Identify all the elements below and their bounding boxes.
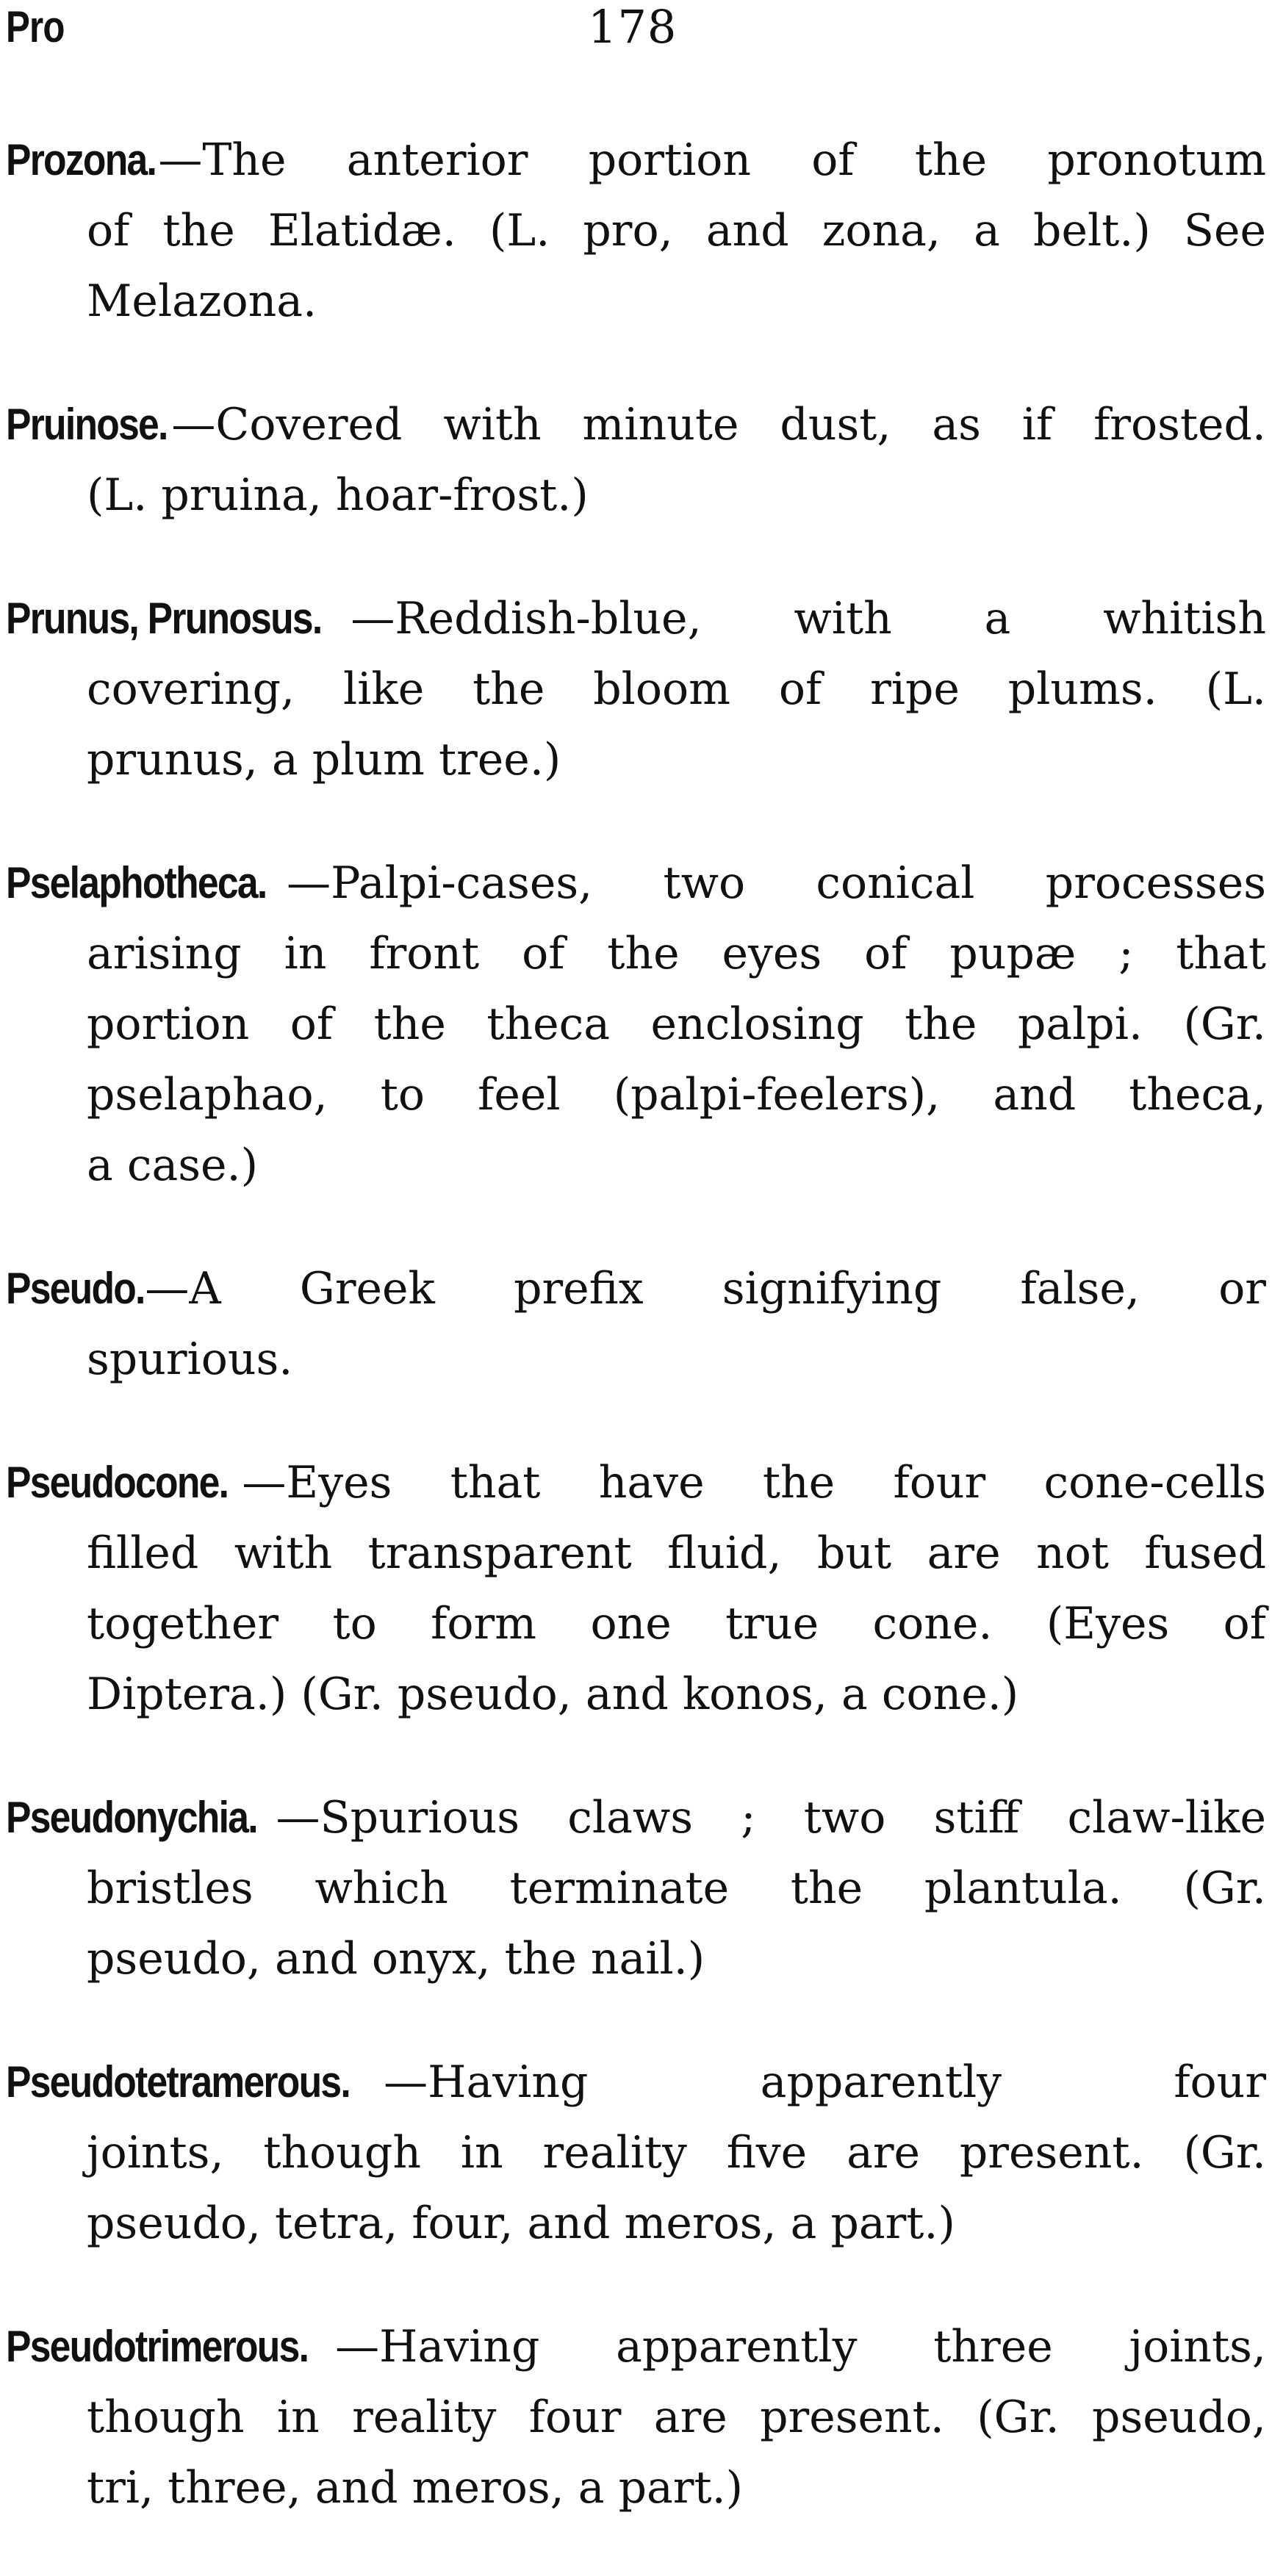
- running-head: [0, 0, 1272, 81]
- entry-term: Pruinose.: [6, 400, 168, 449]
- entry-line: pseudo, and onyx, the nail.): [87, 1933, 705, 1985]
- entry-pruinose: [0, 389, 1272, 530]
- entry-line: joints, though in reality five are present. (Gr.: [87, 2127, 1266, 2179]
- entry-pseudocone: [0, 1447, 1272, 1730]
- entry-line: —Having apparently three joints,: [335, 2321, 1266, 2372]
- entry-term: Pseudo.: [6, 1264, 145, 1313]
- entry-pselaphotheca: [0, 848, 1272, 1201]
- entry-line: together to form one true cone. (Eyes of: [87, 1598, 1266, 1649]
- entry-line: —The anterior portion of the pronotum: [158, 134, 1266, 186]
- entry-line: pselaphao, to feel (palpi-feelers), and theca,: [87, 1069, 1266, 1120]
- entry-line: —Covered with minute dust, as if frosted.: [171, 399, 1266, 450]
- head-word: Pro: [6, 2, 65, 51]
- entry-term: Pseudotetramerous.: [6, 2057, 350, 2107]
- entry-term: Prunus, Prunosus.: [6, 594, 322, 643]
- entry-line: spurious.: [87, 1334, 293, 1385]
- entry-line: —Reddish-blue, with a whitish: [351, 593, 1266, 644]
- entry-line: (L. pruina, hoar-frost.): [87, 469, 589, 521]
- entry-line: arising in front of the eyes of pupæ ; that: [87, 928, 1266, 979]
- entry-line: —Eyes that have the four cone-cells: [242, 1457, 1266, 1508]
- entry-pseudonychia: [0, 1782, 1272, 1994]
- entry-term: Pseudotrimerous.: [6, 2322, 309, 2371]
- entry-line: —Having apparently four: [384, 2057, 1266, 2108]
- entry-line: covering, like the bloom of ripe plums. (L.: [87, 663, 1266, 715]
- entry-line: Diptera.) (Gr. pseudo, and konos, a cone.): [87, 1669, 1019, 1720]
- entry-term: Pseudocone.: [6, 1458, 229, 1507]
- page-number: 178: [588, 0, 678, 54]
- entry-line: of the Elatidæ. (L. pro, and zona, a belt.) See: [87, 205, 1266, 256]
- entry-pseudotetramerous: [0, 2047, 1272, 2259]
- entry-list: [0, 125, 1272, 2576]
- entry-line: tri, three, and meros, a part.): [87, 2462, 744, 2514]
- entry-term: Prozona.: [6, 135, 157, 184]
- entry-pseudo: [0, 1253, 1272, 1395]
- entry-line: pseudo, tetra, four, and meros, a part.): [87, 2198, 955, 2249]
- entry-line: prunus, a plum tree.): [87, 734, 561, 785]
- entry-line: —Palpi-cases, two conical processes: [287, 857, 1266, 909]
- entry-line: portion of the theca enclosing the palpi. (Gr.: [87, 999, 1266, 1050]
- entry-term: Pseudonychia.: [6, 1793, 257, 1842]
- entry-line: a case.): [87, 1140, 258, 1191]
- entry-line: —Spurious claws ; two stiff claw-like: [276, 1792, 1266, 1843]
- entry-prozona: [0, 125, 1272, 337]
- entry-line: filled with transparent fluid, but are not fused: [87, 1528, 1266, 1579]
- entry-term: Pselaphotheca.: [6, 858, 267, 907]
- entry-line: bristles which terminate the plantula. (Gr.: [87, 1863, 1266, 1914]
- entry-line: Melazona.: [87, 276, 317, 327]
- entry-line: though in reality four are present. (Gr. pseudo,: [87, 2392, 1266, 2443]
- entry-line: —A Greek prefix signifying false, or: [145, 1263, 1266, 1314]
- entry-prunus: [0, 583, 1272, 795]
- entry-pseudotrimerous: [0, 2311, 1272, 2523]
